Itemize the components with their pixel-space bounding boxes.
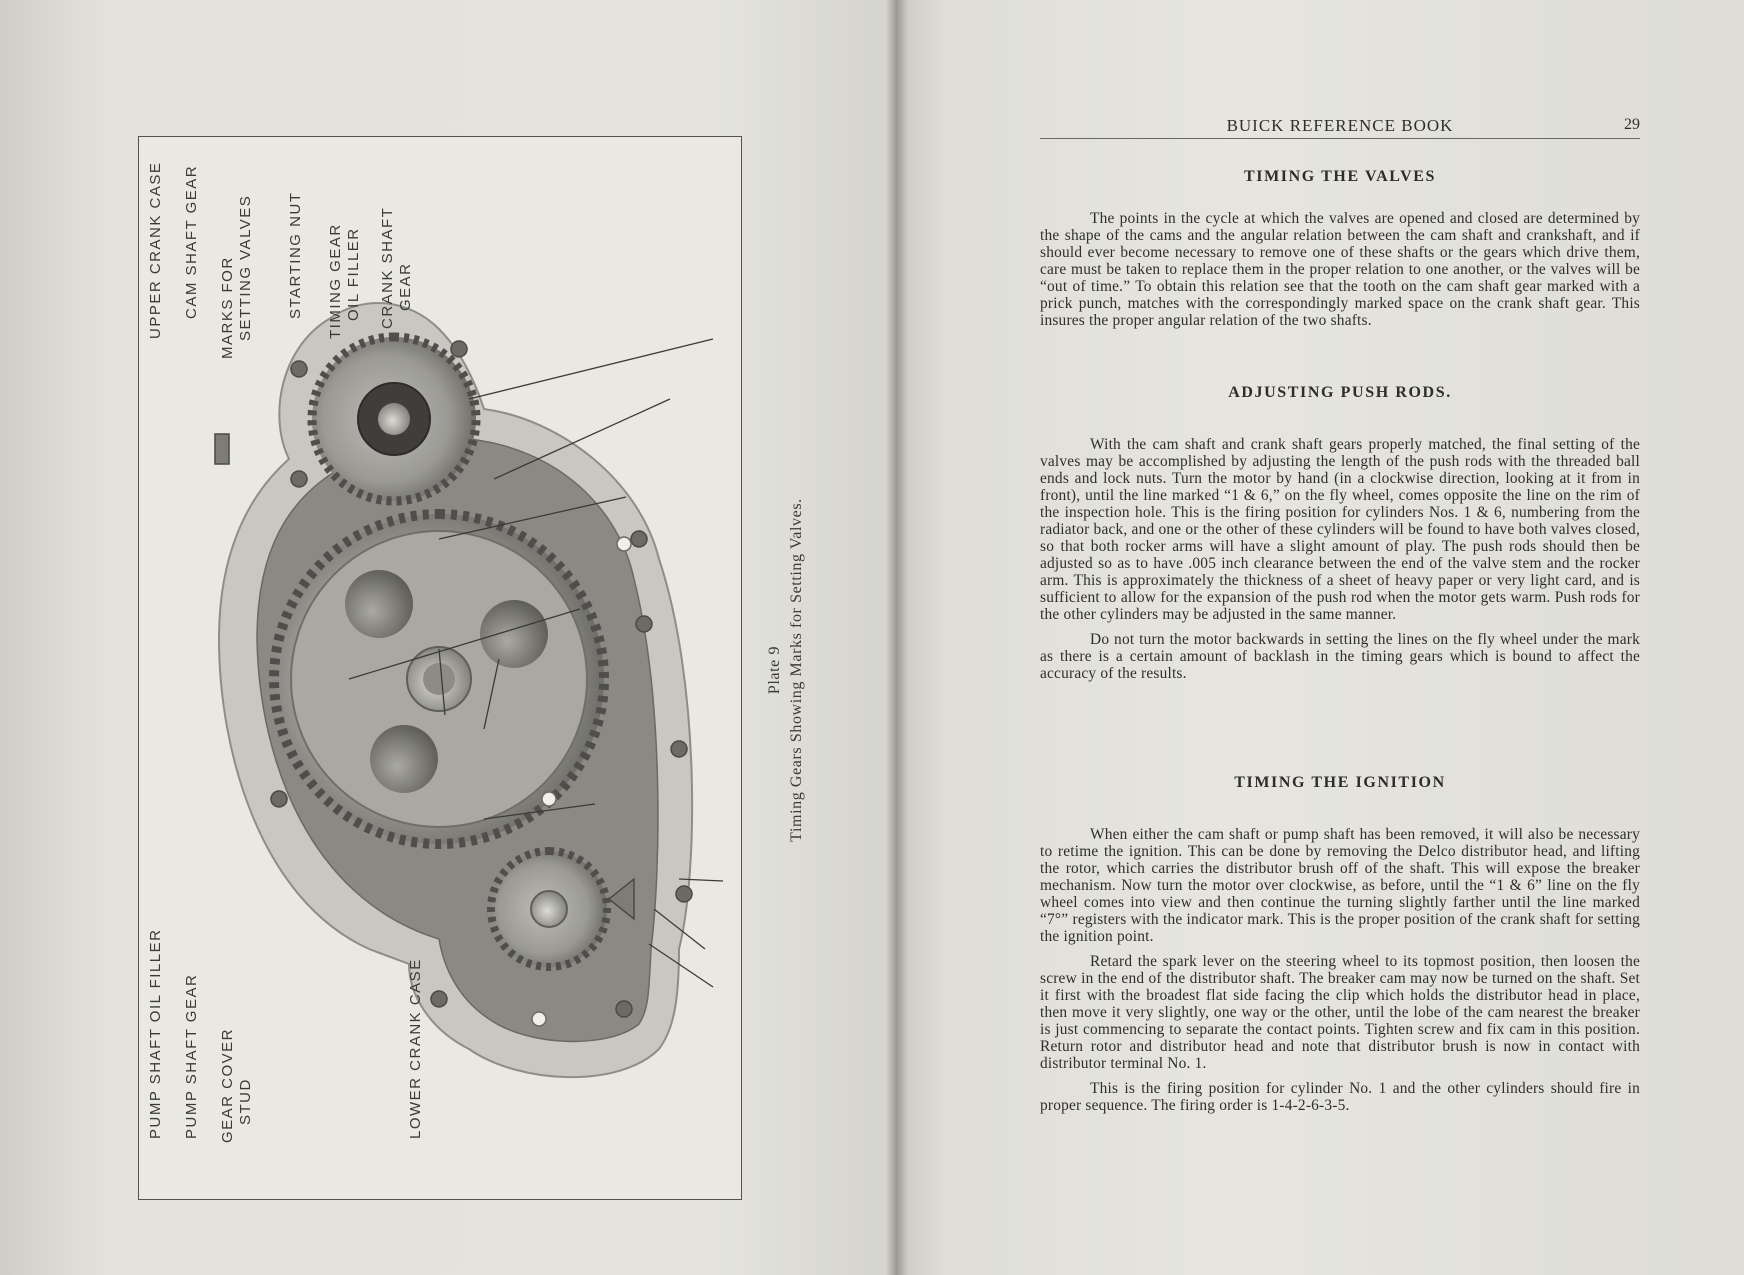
- plate-rotated-layer: [139, 137, 741, 1199]
- gear-hole: [370, 725, 438, 793]
- callout-pump-shaft-gear: PUMP SHAFT GEAR: [183, 973, 200, 1139]
- plate-number: Plate 9: [766, 645, 783, 695]
- paragraph: The points in the cycle at which the valves are opened and closed are determined by the shape of the cams and the angular relation between the cam shaft and crankshaft, and if should ever become necessary to remove one of these shafts or the gears which drive them, care must be taken to replace them in the proper relation to one another, or the valves will be “out of time.” To obtain this relation see that the tooth on the cam shaft gear marked with a prick punch, matches with the correspondingly marked space on the crank shaft gear. This insures the proper angular relation of the two shafts.: [1040, 210, 1640, 329]
- callout-timing-gear-oil-filler: TIMING GEAR OIL FILLER: [327, 223, 362, 339]
- section-heading: ADJUSTING PUSH RODS.: [1228, 384, 1452, 401]
- section-timing-the-ignition: [1040, 774, 1640, 1114]
- page-number: 29: [1624, 116, 1640, 133]
- callout-gear-cover-stud: GEAR COVER STUD: [219, 1027, 254, 1143]
- book-gutter: [886, 0, 908, 1275]
- callout-lower-crank-case: LOWER CRANK CASE: [407, 958, 424, 1139]
- callout-crank-shaft-gear: CRANK SHAFT GEAR: [379, 206, 414, 329]
- timing-gear-oil-filler-cap: [215, 434, 229, 464]
- section-adjusting-push-rods: [1040, 384, 1640, 682]
- paragraph: With the cam shaft and crank shaft gears properly matched, the final setting of the valves may be accomplished by adjusting the length of the push rods with the threaded ball ends and lock nuts. Turn the motor by hand (in a clockwise direction, looking at it from in front), until the line marked “1 & 6,” on the fly wheel, comes opposite the line on the rim of the inspection hole. This is the firing position for cylinders Nos. 1 & 6, numbering from the radiator back, and one or the other of these cylinders will be found to have both valves closed, so that both rocker arms will have a slight amount of play. The push rods should then be adjusted so as to have .005 inch clearance between the end of the valve stem and the rocker arm. This is approximately the thickness of a sheet of heavy paper or very light card, and is sufficient to allow for the expansion of the push rod when the motor gets warm. Push rods for the other cylinders may be adjusted in the same manner.: [1040, 436, 1640, 623]
- callout-starting-nut: STARTING NUT: [287, 191, 304, 319]
- section-heading: TIMING THE IGNITION: [1234, 774, 1446, 791]
- plate-title: Timing Gears Showing Marks for Setting Valves.: [788, 498, 805, 842]
- paragraph: This is the firing position for cylinder No. 1 and the other cylinders should fire in proper sequence. The firing order is 1-4-2-6-3-5.: [1040, 1080, 1640, 1114]
- plate-9-figure: [138, 136, 742, 1200]
- running-title: BUICK REFERENCE BOOK: [1226, 116, 1454, 135]
- callout-upper-crank-case: UPPER CRANK CASE: [147, 161, 164, 339]
- paragraph: Do not turn the motor backwards in setting the lines on the fly wheel under the mark as there is a certain amount of backlash in the timing gears which is bound to affect the accuracy of the results.: [1040, 631, 1640, 682]
- section-timing-the-valves: [1040, 168, 1640, 329]
- paragraph: When either the cam shaft or pump shaft has been removed, it will also be necessary to retime the ignition. This can be done by removing the Delco distributor head, and lifting the rotor, which carries the distributor brush off of the shaft. This will expose the breaker mechanism. Now turn the motor over clockwise, as before, until the “1 & 6” line on the fly wheel comes into view and then continue the turning slightly farther until the line marked “7°” registers with the indicator mark. This is the proper position of the crank shaft for setting the ignition point.: [1040, 826, 1640, 945]
- plate-caption: [764, 460, 824, 880]
- gear-hole: [480, 600, 548, 668]
- paragraph: Retard the spark lever on the steering wheel to its topmost position, then loosen the screw in the end of the distributor shaft. The breaker cam may now be turned on the shaft. Set it first with the broadest flat side facing the clip which holds the distributor head in place, then move it very slightly, one way or the other, until the lobe of the cam nearest the breaker is just commencing to separate the contact points. Tighten screw and fix cam in this position. Return rotor and distributor head and note that distributor brush is now in contact with distributor terminal No. 1.: [1040, 953, 1640, 1072]
- callout-cam-shaft-gear: CAM SHAFT GEAR: [183, 164, 200, 319]
- callout-pump-shaft-oil-filler: PUMP SHAFT OIL FILLER: [147, 928, 164, 1139]
- plate-caption-text: [764, 460, 824, 880]
- gear-hole: [345, 570, 413, 638]
- section-heading: TIMING THE VALVES: [1243, 168, 1436, 185]
- callout-marks-for-setting-valves: MARKS FOR SETTING VALVES: [219, 194, 254, 359]
- running-head: [1040, 116, 1640, 139]
